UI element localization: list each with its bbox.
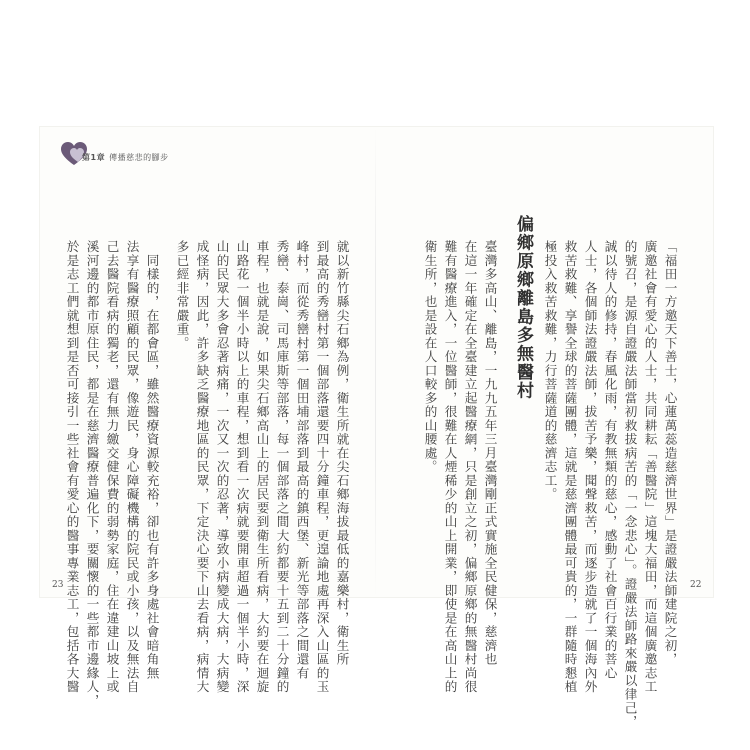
body-column: 衛生所，也是設在人口較多的山腰處。: [422, 240, 438, 474]
body-column: 溪河邊的都市原住民，都是在慈濟醫療普遍化下，要關懷的一些都市邊緣人，: [84, 240, 100, 708]
page-number-right: 22: [690, 580, 702, 590]
body-column: 就以新竹縣尖石鄉為例，衛生所就在尖石鄉海拔最低的嘉樂村，衛生所: [334, 240, 350, 667]
body-column: 難有醫療進入，一位醫師，很難在人煙稀少的山上開業，即使是在高山上的: [442, 240, 458, 694]
body-column: 極投入救苦救難，力行菩薩道的慈濟志工。: [542, 240, 558, 502]
body-column: 己去醫院看病的獨老，還有無力繳交健保費的弱勢家庭，住在違建山坡上或: [104, 240, 120, 694]
body-column: 成怪病，因此，許多缺乏醫療地區的民眾，下定決心要下山去看病，病情大: [194, 240, 210, 694]
body-column: 誠以待人的修持，春風化雨，有教無類的慈心，感動了社會百行業的菩心: [602, 240, 618, 680]
body-column: 多已經非常嚴重。: [174, 240, 190, 350]
body-column: 車程，也就是說，如果尖石鄉高山上的居民要到衛生所看病，大約要在迴旋: [254, 240, 270, 694]
body-column: 救苦救難、享譽全球的菩薩團體，這就是慈濟團體最可貴的，一群隨時懇植: [562, 240, 578, 694]
body-column: 秀巒、泰崗、司馬庫斯等部落，每一個部落之間大約都要十五到二十分鐘的: [274, 240, 290, 694]
chapter-number: 第1章: [82, 152, 106, 162]
body-column: 人士，各個師法證嚴法師，拔苦予樂，聞聲救苦，而逐步造就了一個海內外: [582, 240, 598, 694]
body-column: 廣邀社會有愛心的人士，共同耕耘「善醫院」這塊大福田，而這個廣邀志工: [642, 240, 658, 694]
book-gutter: [375, 127, 376, 597]
body-column: 「福田一方邀天下善士，心蓮萬蕊造慈濟世界」是證嚴法師建院之初，: [662, 240, 678, 667]
body-column: 在這一年確定在全臺建立起醫療網，只是創立之初，偏鄉原鄉的無醫村尚很: [462, 240, 478, 694]
body-column: 法享有醫療照顧的民眾，像遊民，身心障礙機構的院民或小孩，以及無法自: [124, 240, 140, 694]
section-heading: 偏鄉原鄉離島多無醫村: [513, 215, 533, 400]
body-column: 同樣的，在都會區，雖然醫療資源較充裕，卻也有許多身處社會暗角無: [144, 240, 160, 680]
body-column: 臺灣多高山、離島，一九九五年三月臺灣剛正式實施全民健保，慈濟也: [482, 240, 498, 667]
body-column: 於是志工們就想到是否可接引一些社會有愛心的醫事專業志工，包括各大醫: [64, 240, 80, 694]
body-column: 山路花一個半小時以上的車程，想到看一次病就要開車超過一個半小時，深: [234, 240, 250, 694]
chapter-header: [60, 139, 169, 169]
body-column: 山的民眾大多會忍著病痛，一次又一次的忍著，導致小病變成大病，大病變: [214, 240, 230, 694]
body-column: 到最高的秀巒村第一個部落還要四十分鐘車程，更遑論地處再深入山區的玉: [314, 240, 330, 694]
chapter-title: 傳播慈悲的腳步: [109, 152, 169, 162]
body-column: 的號召，是源自證嚴法師當初救拔病苦的「一念悲心」。證嚴法師路來嚴以律己，: [622, 240, 638, 729]
body-column: 峰村，而從秀巒村第一個田埔部落到最高的鎮西堡、新光等部落之間還有: [294, 240, 310, 680]
page-number-left: 23: [52, 580, 64, 590]
